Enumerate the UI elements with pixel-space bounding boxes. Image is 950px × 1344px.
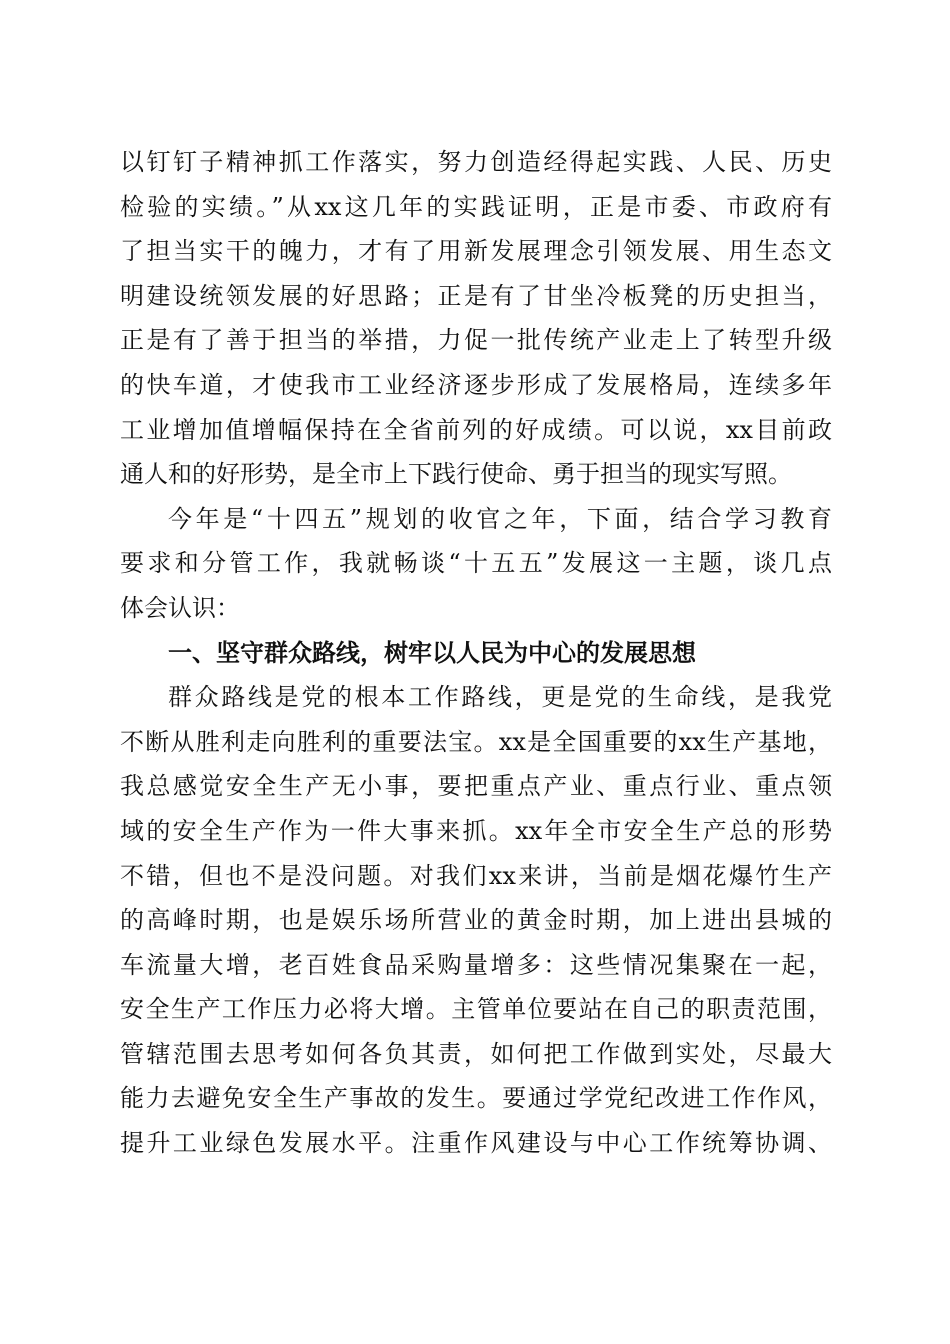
paragraph-line: 不断从胜利走向胜利的重要法宝。xx是全国重要的xx生产基地，	[120, 727, 832, 756]
paragraph-line: 明建设统领发展的好思路；正是有了甘坐冷板凳的历史担当，	[120, 281, 832, 310]
paragraph-line: 群众路线是党的根本工作路线，更是党的生命线，是我党	[168, 683, 832, 712]
paragraph-line: 能力去避免安全生产事故的发生。要通过学党纪改进工作作风，	[120, 1084, 832, 1113]
paragraph-line: 了担当实干的魄力，才有了用新发展理念引领发展、用生态文	[120, 237, 832, 266]
paragraph-line: 我总感觉安全生产无小事，要把重点产业、重点行业、重点领	[120, 772, 832, 801]
paragraph-line: 要求和分管工作，我就畅谈“十五五”发展这一主题，谈几点	[120, 549, 832, 578]
paragraph-line: 今年是“十四五”规划的收官之年，下面，结合学习教育	[168, 504, 832, 533]
paragraph-line: 通人和的好形势，是全市上下践行使命、勇于担当的现实写照。	[120, 460, 792, 489]
paragraph-line: 正是有了善于担当的举措，力促一批传统产业走上了转型升级	[120, 326, 832, 355]
paragraph-line: 的快车道，才使我市工业经济逐步形成了发展格局，连续多年	[120, 370, 832, 399]
document-body	[120, 140, 832, 1166]
paragraph-line: 车流量大增，老百姓食品采购量增多：这些情况集聚在一起，	[120, 950, 832, 979]
paragraph-line: 安全生产工作压力必将大增。主管单位要站在自己的职责范围，	[120, 995, 832, 1024]
paragraph-line: 检验的实绩。”从xx这几年的实践证明，正是市委、市政府有	[120, 192, 832, 221]
paragraph-line: 域的安全生产作为一件大事来抓。xx年全市安全生产总的形势	[120, 816, 832, 845]
paragraph-line: 工业增加值增幅保持在全省前列的好成绩。可以说，xx目前政	[120, 415, 832, 444]
section-heading: 一、坚守群众路线，树牢以人民为中心的发展思想	[168, 638, 696, 667]
paragraph-line: 以钉钉子精神抓工作落实，努力创造经得起实践、人民、历史	[120, 148, 832, 176]
paragraph-line: 不错，但也不是没问题。对我们xx来讲，当前是烟花爆竹生产	[120, 861, 832, 890]
paragraph-line: 体会认识：	[120, 593, 240, 622]
paragraph-line: 管辖范围去思考如何各负其责，如何把工作做到实处，尽最大	[120, 1039, 832, 1068]
paragraph-line: 的高峰时期，也是娱乐场所营业的黄金时期，加上进出县城的	[120, 906, 832, 935]
paragraph-line: 提升工业绿色发展水平。注重作风建设与中心工作统筹协调、	[120, 1129, 832, 1158]
